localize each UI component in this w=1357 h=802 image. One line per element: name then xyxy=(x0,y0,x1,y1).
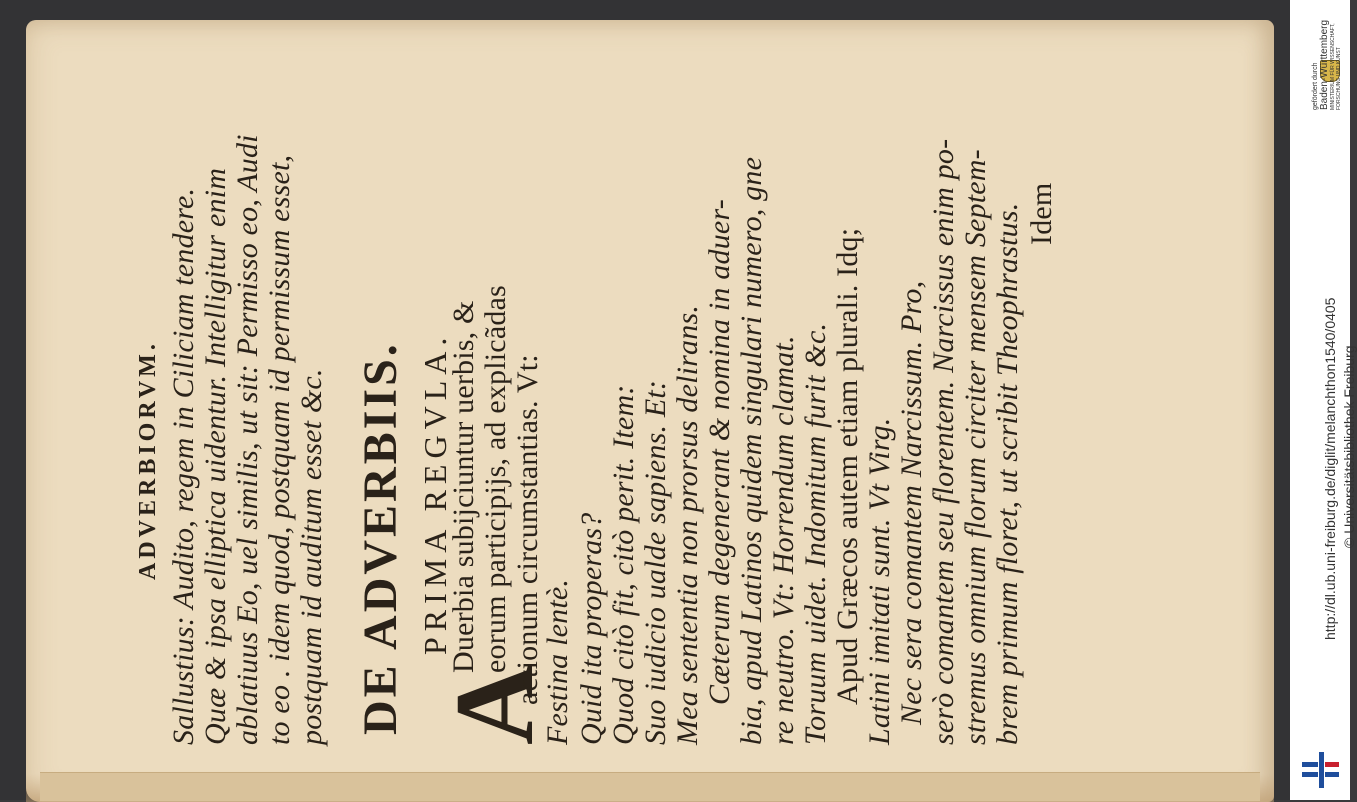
paragraph-line: Sallustius: Audito, regem in Ciliciam tendere. xyxy=(167,187,200,745)
paragraph-line: ablatiuus Eo, uel similis, ut sit: Permisso eo, Audi xyxy=(231,134,264,745)
example-line: bia, apud Latinos quidem singulari numero, gne xyxy=(735,156,768,745)
paragraph-line: Quæ & ipsa elliptica uidentur. Intelligitur enim xyxy=(199,167,232,745)
page-bottom-edge xyxy=(40,772,1260,801)
section-heading: DE ADVERBIIS. xyxy=(354,341,407,735)
rule-line: actionum circumstantias. Vt: xyxy=(511,354,544,705)
example-line: brem primum floret, ut scribit Theophrastus. xyxy=(991,202,1024,745)
example-line: Quid ita properas? xyxy=(575,512,608,745)
example-line: Quod citò fit, citò perit. Item: xyxy=(607,384,640,745)
sponsor-prefix: gefördert durch xyxy=(1312,62,1319,110)
example-line: re neutro. Vt: Horrendum clamat. xyxy=(767,335,800,745)
example-line: Latini imitati sunt. Vt Virg. xyxy=(863,417,896,745)
example-line: Toruum uidet. Indomitum furit &c. xyxy=(799,322,832,745)
example-line: Nec sera comantem Narcissum. Pro, xyxy=(895,280,928,725)
example-line: Mea sententia non prorsus delirans. xyxy=(671,304,704,745)
example-line: Suo iudicio ualde sapiens. Et: xyxy=(639,379,672,745)
sponsor-ministry: MINISTERIUM FÜR WISSENSCHAFT, FORSCHUNG UND KUNST xyxy=(1330,23,1342,110)
rule-heading: PRIMA REGVLA. xyxy=(417,331,453,655)
university-library-logo-icon xyxy=(1300,750,1342,790)
example-line: stremus omnium florum circiter mensem Septem- xyxy=(959,149,992,745)
drop-cap: A xyxy=(433,664,557,745)
paragraph-line: to eo . idem quod, postquam id permissum esset, xyxy=(263,154,296,745)
example-line: Festina lentè. xyxy=(541,578,574,745)
rule-line: eorum participijs, ad explicãdas xyxy=(479,285,512,673)
rule-line: Duerbia subijciuntur uerbis, & xyxy=(447,300,480,673)
sponsor-name: Baden-Württemberg xyxy=(1319,19,1330,110)
example-line: serò comantem seu florentem. Narcissus enim po- xyxy=(927,138,960,745)
permalink-url[interactable]: http://dl.ub.uni-freiburg.de/diglit/melanchthon1540/0405 xyxy=(1322,297,1338,640)
catchword: Idem xyxy=(1025,182,1058,245)
example-line: Cæterum degenerant & nomina in aduer- xyxy=(703,199,736,705)
page-text xyxy=(135,135,1115,745)
paragraph-line: postquam id auditum esset &c. xyxy=(295,368,328,745)
copyright-notice: © Universitätsbibliothek Freiburg xyxy=(1341,345,1357,548)
example-line: Apud Græcos autem etiam plurali. Idq; xyxy=(831,227,864,705)
sponsor-block xyxy=(1312,0,1342,110)
running-head: ADVERBIORVM. xyxy=(135,340,161,580)
